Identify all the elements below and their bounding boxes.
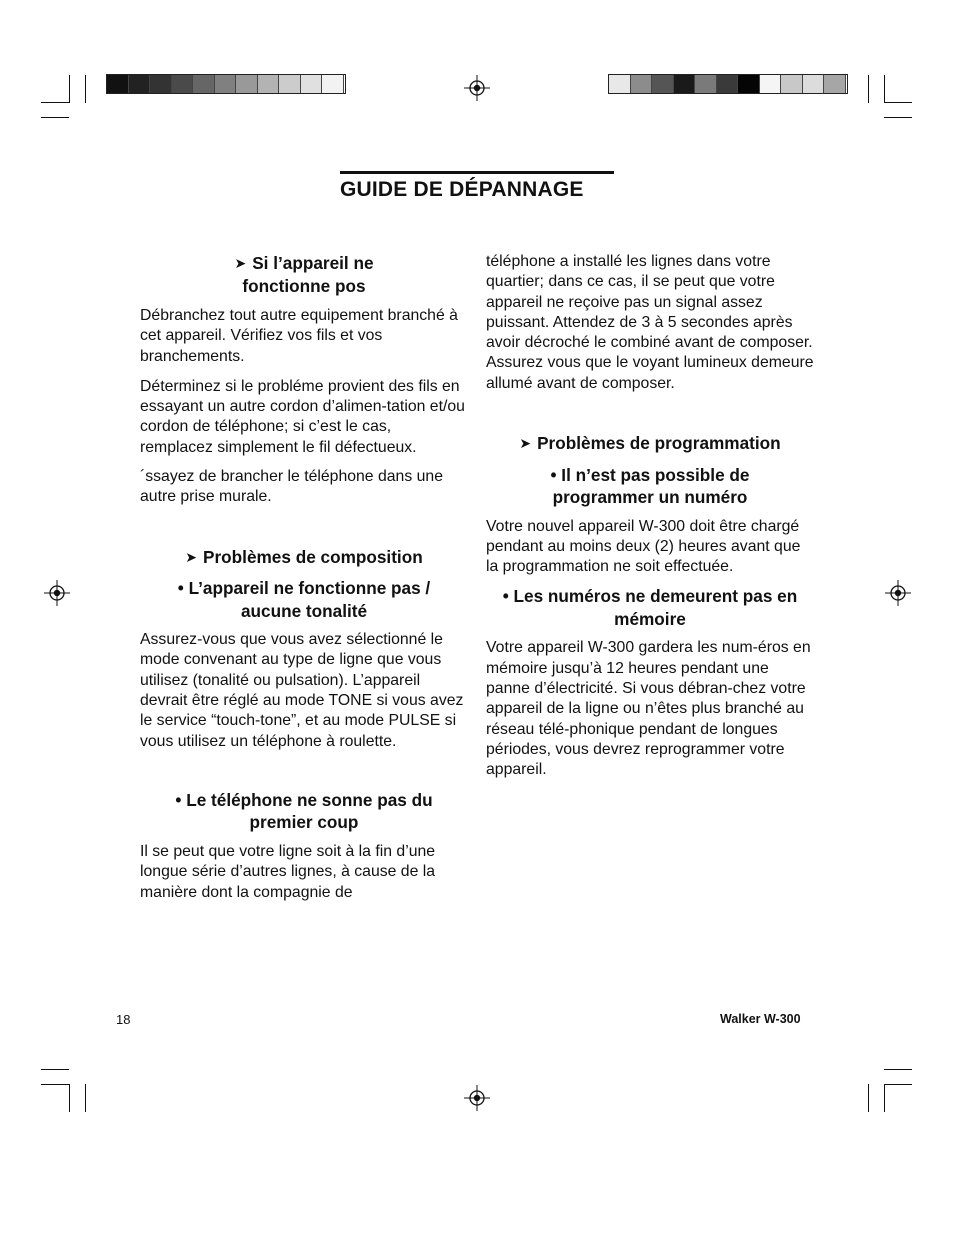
crop-mark [884, 117, 912, 118]
section-heading [486, 432, 814, 455]
crop-mark [884, 1069, 912, 1070]
paragraph: Votre appareil W-300 gardera les num-éros en mémoire jusqu’à 12 heures pendant une panne d’électricité. Si vous débran-chez votre appareil de la ligne ou n’êtes plus branché au réseau télé-phonique pendant de longues périodes, vous devrez reprogrammer votre appareil. [486, 639, 811, 779]
paragraph: ´ssayez de brancher le téléphone dans une autre prise murale. [140, 468, 443, 506]
arrow-bullet-icon: ➤ [234, 255, 247, 271]
crop-mark [884, 1084, 885, 1112]
section-heading-text: Problèmes de composition [203, 546, 423, 567]
color-swatch [717, 75, 739, 93]
crop-mark [868, 75, 869, 103]
registration-target-icon [885, 580, 911, 606]
arrow-bullet-icon: ➤ [185, 548, 198, 565]
color-swatch [760, 75, 782, 93]
color-calibration-strip-right [608, 74, 848, 94]
color-swatch [824, 75, 846, 93]
color-swatch [193, 75, 215, 93]
section-heading [140, 252, 468, 297]
crop-mark [884, 102, 912, 103]
paragraph: Assurez-vous que vous avez sélectionné le mode convenant au type de ligne que vous utilisez (tonalité ou pulsation). L’appareil devrait être réglé au mode TONE si vous avez le service “touch-tone”, et au mode PULSE si vous utilisez un téléphone à roulette. [140, 631, 464, 750]
color-calibration-strip-left [106, 74, 346, 94]
color-swatch [215, 75, 237, 93]
color-swatch [631, 75, 653, 93]
right-column [486, 252, 814, 781]
crop-mark [41, 102, 69, 103]
registration-target-icon [464, 75, 490, 101]
crop-mark [85, 1084, 86, 1112]
paragraph: Débranchez tout autre equipement branché à cet appareil. Vérifiez vos fils et vos branchements. [140, 307, 458, 365]
arrow-bullet-icon: ➤ [519, 435, 532, 452]
section-heading [140, 546, 468, 569]
paragraph: Votre nouvel appareil W-300 doit être chargé pendant au moins deux (2) heures avant que la programmation ne soit effectuée. [486, 517, 801, 576]
crop-mark [868, 1084, 869, 1112]
color-swatch [695, 75, 717, 93]
crop-mark [41, 1084, 69, 1085]
page-number: 18 [116, 1012, 131, 1027]
subsection-heading: • Les numéros ne demeurent pas en mémoire [502, 586, 798, 629]
color-swatch [279, 75, 301, 93]
section-heading-text: Si l’appareil ne fonctionne pos [242, 253, 374, 296]
color-swatch [301, 75, 323, 93]
page-title: GUIDE DE DÉPANNAGE [340, 178, 584, 201]
color-swatch [609, 75, 631, 93]
color-swatch [258, 75, 280, 93]
paragraph: Déterminez si le probléme provient des fils en essayant un autre cordon d’alimen-tation et/ou cordon de téléphone; si c’est le cas, remplacez simplement le fil défectueux. [140, 377, 465, 456]
crop-mark [884, 75, 885, 103]
color-swatch [322, 75, 344, 93]
registration-target-icon [464, 1085, 490, 1111]
footer-model-name: Walker W-300 [720, 1012, 801, 1026]
title-rule [340, 171, 614, 174]
color-swatch [107, 75, 129, 93]
color-swatch [652, 75, 674, 93]
crop-mark [41, 1069, 69, 1070]
color-swatch [781, 75, 803, 93]
color-swatch [172, 75, 194, 93]
left-column [140, 252, 468, 903]
crop-mark [884, 1084, 912, 1085]
paragraph: téléphone a installé les lignes dans votre quartier; dans ce cas, il se peut que votre appareil ne reçoive pas un signal assez puissant. Attendez de 3 à 5 secondes après avoir décroché le combiné avant de composer. Assurez vous que le voyant lumineux demeure allumé avant de composer. [486, 253, 814, 392]
crop-mark [85, 75, 86, 103]
section-heading-text: Problèmes de programmation [537, 433, 781, 454]
color-swatch [129, 75, 151, 93]
color-swatch [674, 75, 696, 93]
crop-mark [69, 1084, 70, 1112]
color-swatch [803, 75, 825, 93]
color-swatch [150, 75, 172, 93]
color-swatch [738, 75, 760, 93]
paragraph: Il se peut que votre ligne soit à la fin d’une longue série d’autres lignes, à cause de la manière dont la compagnie de [140, 842, 436, 901]
crop-mark [69, 75, 70, 103]
subsection-heading: • Le téléphone ne sonne pas du premier coup [175, 789, 433, 833]
color-swatch [236, 75, 258, 93]
registration-target-icon [44, 580, 70, 606]
subsection-heading: • Il n’est pas possible de programmer un numéro [550, 464, 750, 508]
crop-mark [41, 117, 69, 118]
subsection-heading: • L’appareil ne fonctionne pas / aucune tonalité [177, 578, 431, 621]
